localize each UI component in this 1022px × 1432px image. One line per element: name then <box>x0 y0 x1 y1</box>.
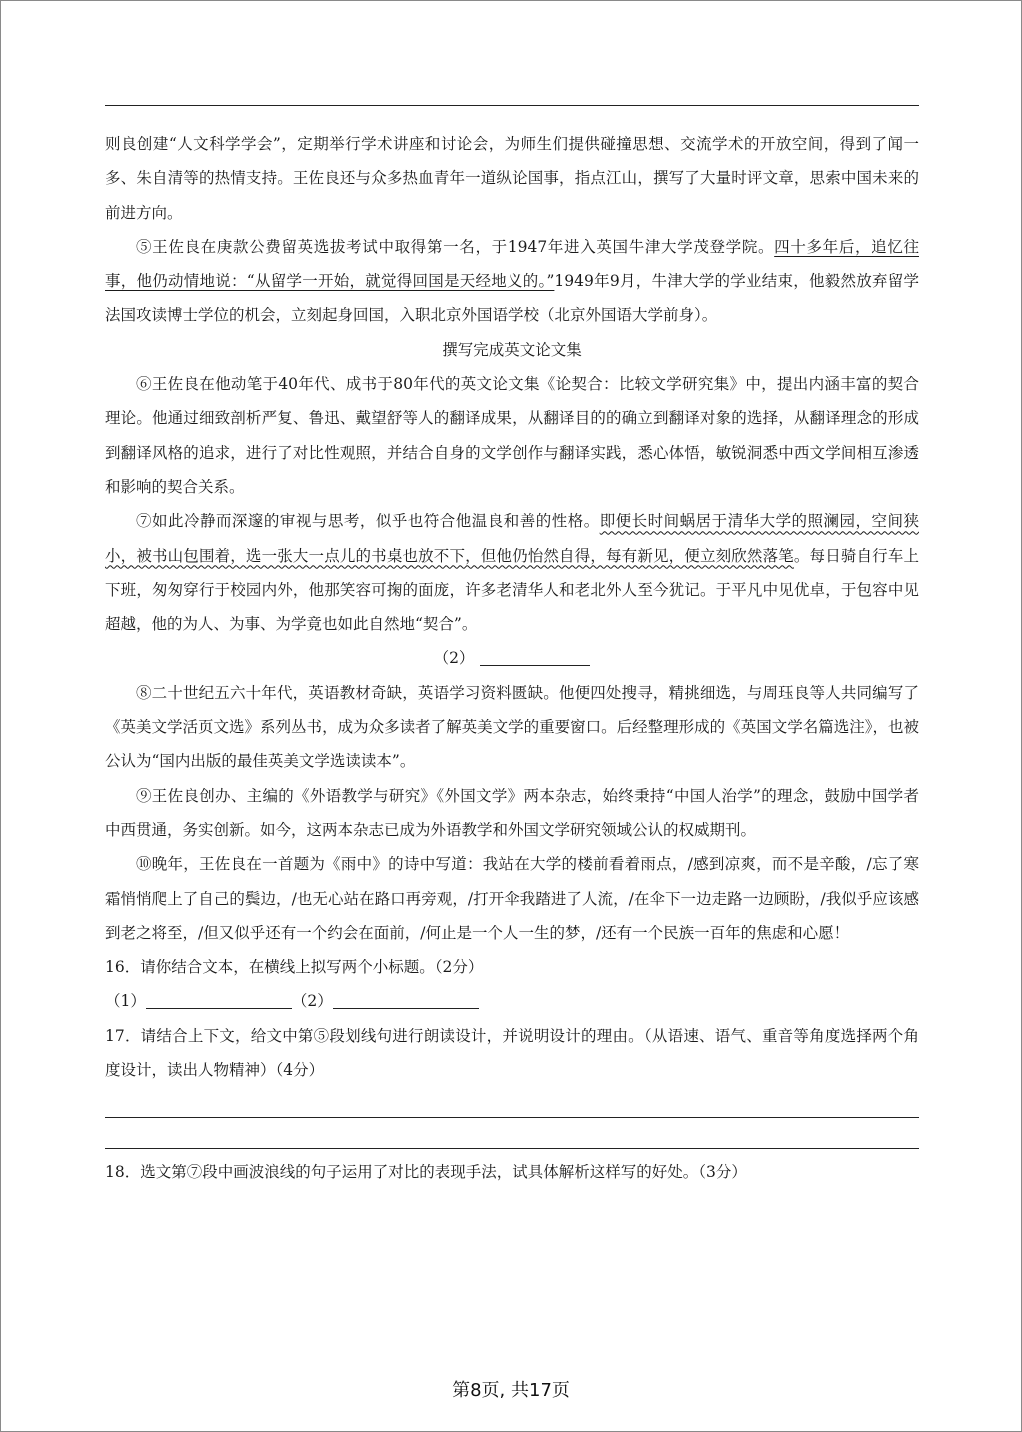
q16-blank-1[interactable] <box>146 993 292 1010</box>
question-16-answers <box>105 984 919 1018</box>
paragraph-6: ⑥王佐良在他动笔于40年代、成书于80年代的英文论文集《论契合：比较文学研究集》中，提出内涵丰富的契合理论。他通过细致剖析严复、鲁迅、戴望舒等人的翻译成果，从翻译目的的确立到翻译对象的选择，从翻译理念的形成到翻译风格的追求，进行了对比性观照，并结合自身的文学创作与翻译实践，悉心体悟，敏锐洞悉中西文学间相互渗透和影响的契合关系。 <box>105 375 919 496</box>
subtitle-2-label: （2） <box>433 649 475 668</box>
paragraph-7 <box>105 504 919 641</box>
q16-blank-2[interactable] <box>333 993 479 1010</box>
p5-underlined-sentence: 四十多年后，追忆往事，他仍动情地说：“从留学一开始，就觉得回国是天经地义的。” <box>105 237 919 291</box>
p5-text-after: 1949年9月，牛津大学的学业结束，他毅然放弃留学法国攻读博士学位的机会，立刻起身回国，入职北京外国语学校（北京外国语大学前身）。 <box>105 272 919 325</box>
q16-label-1: （1） <box>105 992 146 1011</box>
section-subtitle: 撰写完成英文论文集 <box>442 340 582 359</box>
p7-wavy-sentence: 即便长时间蜗居于清华大学的照澜园，空间狭小，被书山包围着，选一张大一点儿的书桌也放不下，但他仍怡然自得，每有新见，便立刻欣然落笔 <box>105 512 919 565</box>
question-18: 18．选文第⑦段中画波浪线的句子运用了对比的表现手法，试具体解析这样写的好处。（3分） <box>105 1163 747 1182</box>
content <box>105 127 919 1190</box>
p7-text-after: 。每日骑自行车上下班，匆匆穿行于校园内外，他那笑容可掬的面庞，许多老清华人和老北外人至今犹记。于平凡中见优卓，于包容中见超越，他的为人、为事、为学竟也如此自然地“契合”。 <box>105 546 919 634</box>
paragraph-continued: 则良创建“人文科学学会”，定期举行学术讲座和讨论会，为师生们提供碰撞思想、交流学术的开放空间，得到了闻一多、朱自清等的热情支持。王佐良还与众多热血青年一道纵论国事，指点江山，撰写了大量时评文章，思索中国未来的前进方向。 <box>105 135 919 222</box>
page-footer: 第8页, 共17页 <box>452 1380 570 1401</box>
p7-text-before: ⑦如此冷静而深邃的审视与思考，似乎也符合他温良和善的性格。 <box>136 512 600 531</box>
paragraph-8: ⑧二十世纪五六十年代，英语教材奇缺，英语学习资料匮缺。他便四处搜寻，精挑细选，与周珏良等人共同编写了《英美文学活页文选》系列丛书，成为众多读者了解英美文学的重要窗口。后经整理形成的《英国文学名篇选注》，也被公认为“国内出版的最佳英美文学选读读本”。 <box>105 683 919 771</box>
p5-text-before: ⑤王佐良在庚款公费留英选拔考试中取得第一名，于1947年进入英国牛津大学茂登学院。 <box>136 237 775 256</box>
paragraph-5 <box>105 230 919 333</box>
q17-answer-line-2[interactable] <box>105 1118 919 1149</box>
question-17: 17．请结合上下文，给文中第⑤段划线句进行朗读设计，并说明设计的理由。（从语速、语气、重音等角度选择两个角度设计，读出人物精神）（4分） <box>105 1026 919 1080</box>
q17-answer-line-1[interactable] <box>105 1087 919 1118</box>
subtitle-2-blank[interactable] <box>480 650 590 667</box>
paragraph-9: ⑨王佐良创办、主编的《外语教学与研究》《外国文学》两本杂志，始终秉持“中国人治学”的理念，鼓励中国学者中西贯通，务实创新。如今，这两本杂志已成为外语教学和外国文学研究领域公认的权威期刊。 <box>105 786 919 839</box>
paragraph-10: ⑩晚年，王佐良在一首题为《雨中》的诗中写道：我站在大学的楼前看着雨点，/感到凉爽，而不是辛酸，/忘了寒霜悄悄爬上了自己的鬓边，/也无心站在路口再旁观，/打开伞我踏进了人流，/在伞下一边走路一边顾盼，/我似乎应该感到老之将至，/但又似乎还有一个约会在面前，/何止是一个人一生的梦，/还有一个民族一百年的焦虑和心愿！ <box>105 855 919 942</box>
header-rule <box>105 105 919 106</box>
section-subtitle-blank <box>105 641 919 675</box>
q16-label-2: （2） <box>291 992 333 1011</box>
question-16: 16．请你结合文本，在横线上拟写两个小标题。（2分） <box>105 958 484 977</box>
